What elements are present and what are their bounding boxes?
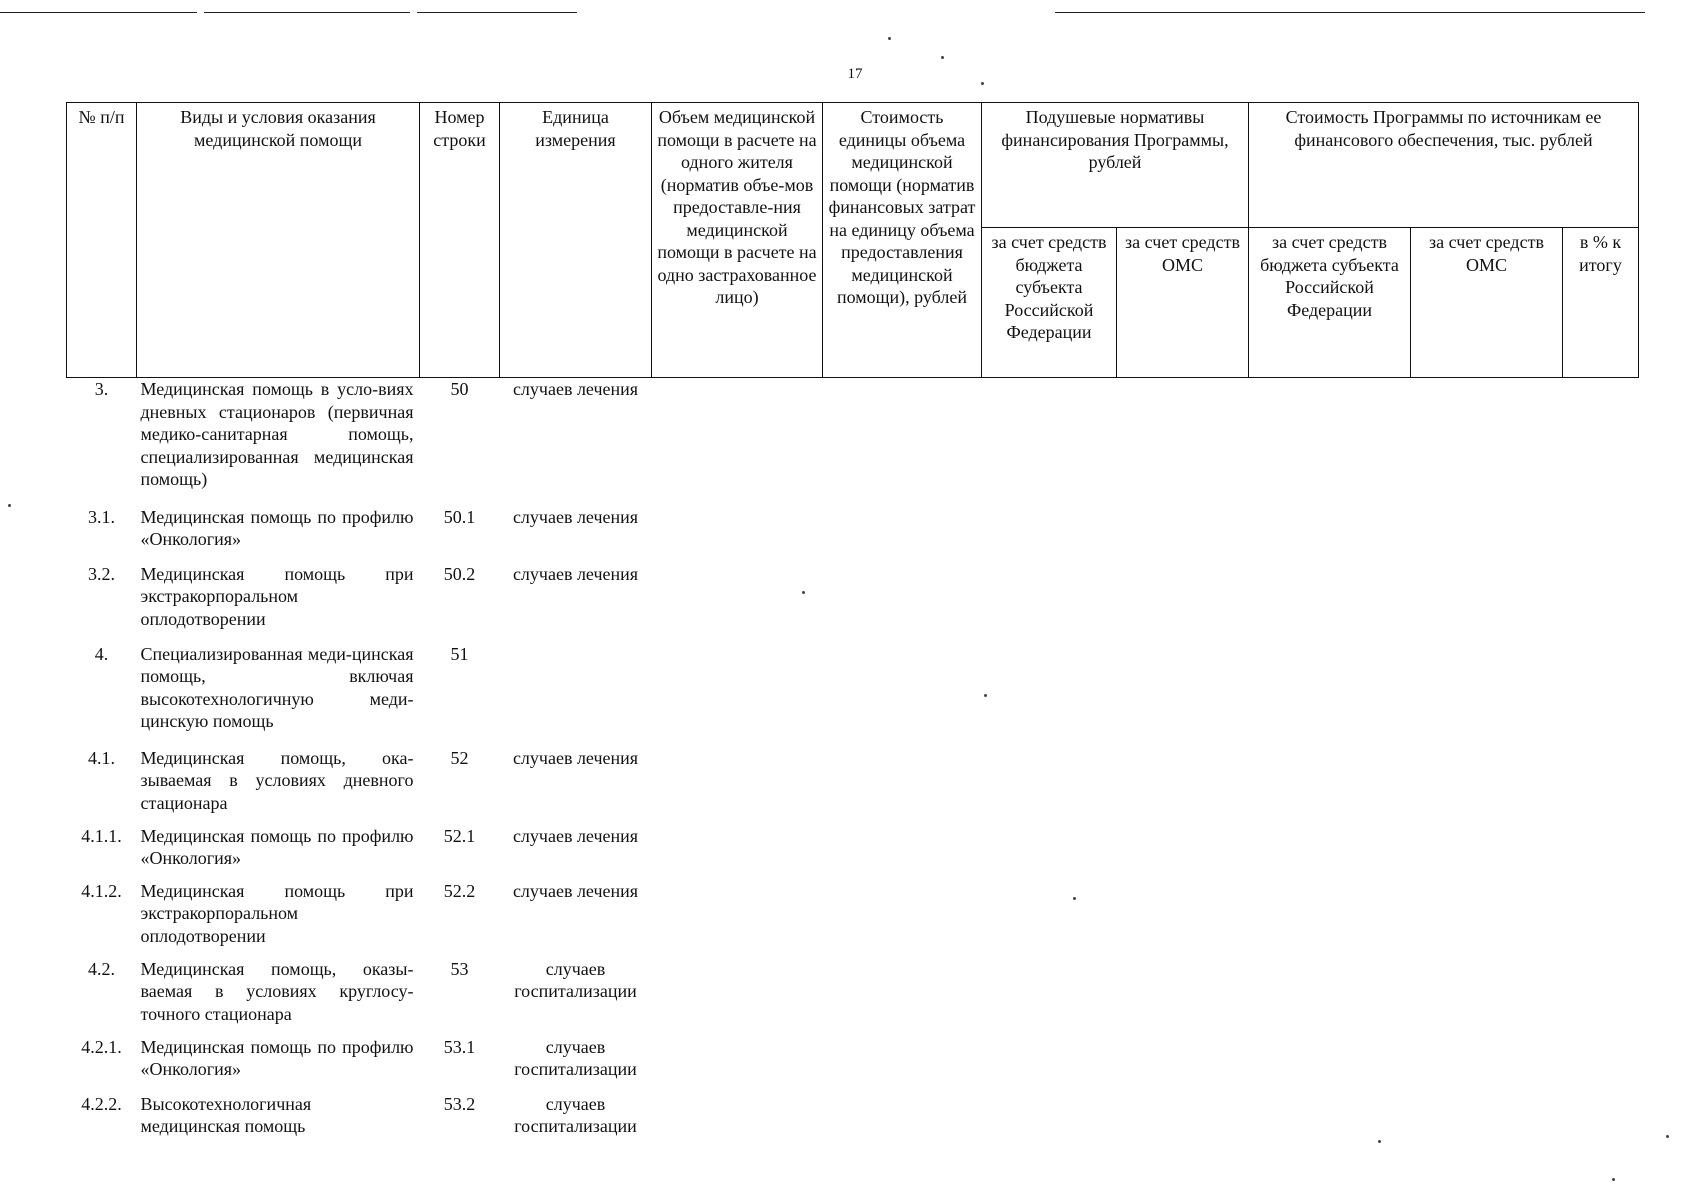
row-number: 4.2.2. [81,1093,122,1114]
scan-speck [1612,1178,1615,1181]
row-unit: случаев лечения [512,563,639,584]
row-number: 4.2.1. [81,1036,122,1057]
scan-rule-left-2 [204,12,410,13]
table-row [67,643,1639,747]
row-number: 3.2. [88,563,115,584]
header-program-percent: в % к итогу [1563,228,1639,378]
table-row [67,563,1639,643]
header-num: № п/п [67,103,137,378]
scan-speck [981,82,984,85]
row-name: Медицинская помощь при экстракорпоральном оплодотворении [140,563,414,629]
row-number: 4. [94,643,109,664]
table-row [67,1093,1639,1143]
row-name: Медицинская помощь при экстракорпоральном оплодотворении [140,880,414,946]
row-line-number: 50.2 [443,563,476,584]
table-row [67,378,1639,506]
row-unit: случаев лечения [512,379,639,399]
table-row [67,506,1639,563]
header-per-capita: Подушевые нормативы финансирования Программы, рублей [982,103,1249,228]
row-number: 4.1.2. [81,880,122,901]
scan-speck [941,56,944,59]
row-number: 3.1. [88,506,115,527]
scan-rule-right [1055,12,1645,13]
scan-speck [888,37,891,40]
header-cost: Стоимость единицы объема медицинской помощи (норматив финансовых затрат на единицу объема предоставления медицинской помощи), рублей [823,103,982,378]
table-header [67,103,1639,378]
scan-speck [8,504,11,507]
scan-rule-left-3 [417,12,577,13]
row-line-number: 53.2 [443,1093,476,1114]
row-unit: случаев лечения [512,825,639,846]
row-name: Медицинская помощь по профилю «Онкология» [140,1036,414,1079]
row-name: Медицинская помощь, ока-зываемая в условиях дневного стационара [140,747,414,813]
row-number: 3. [94,379,109,399]
header-program-budget: за счет средств бюджета субъекта Российской Федерации [1249,228,1411,378]
table-row [67,958,1639,1036]
header-program-oms: за счет средств ОМС [1411,228,1563,378]
row-line-number: 52.2 [443,880,476,901]
table-row [67,1036,1639,1093]
row-unit: случаев лечения [512,747,639,768]
row-unit [500,643,652,747]
scan-speck [1073,897,1076,900]
scan-speck [1666,1135,1669,1138]
row-unit: случаев госпитализации [514,958,637,1001]
row-name: Высокотехнологичная медицинская помощь [140,1093,312,1136]
row-unit: случаев госпитализации [514,1036,637,1079]
header-line: Номер строки [420,103,500,378]
row-line-number: 52.1 [443,825,476,846]
table-row [67,880,1639,958]
header-program-cost: Стоимость Программы по источникам ее финансового обеспечения, тыс. рублей [1249,103,1639,228]
scan-rule-left [0,12,197,13]
header-volume: Объем медицинской помощи в расчете на одного жителя (норматив объе-мов предоставле-ния медицинской помощи в расчете на одно застрахованное лицо) [652,103,823,378]
row-unit: случаев лечения [512,880,639,901]
header-unit: Единица измерения [500,103,652,378]
table-row [67,747,1639,825]
row-unit: случаев лечения [512,506,639,527]
scan-speck [802,591,805,594]
row-unit: случаев госпитализации [514,1093,637,1136]
row-name: Специализированная меди-цинская помощь, включая высокотехнологичную меди-цинскую помощь [140,643,414,731]
program-cost-table [66,102,1639,1143]
scan-speck [1378,1140,1381,1143]
row-number: 4.1. [88,747,115,768]
row-number: 4.1.1. [81,825,122,846]
header-type: Виды и условия оказания медицинской помощи [137,103,420,378]
page-number: 17 [847,66,863,82]
row-line-number: 51 [450,643,469,664]
row-name: Медицинская помощь по профилю «Онкология» [140,506,414,549]
row-number: 4.2. [88,958,115,979]
row-line-number: 50.1 [443,506,476,527]
row-name: Медицинская помощь по профилю «Онкология» [140,825,414,868]
row-line-number: 53.1 [443,1036,476,1057]
header-per-capita-oms: за счет средств ОМС [1117,228,1249,378]
row-name: Медицинская помощь в усло-виях дневных стационаров (первичная медико-санитарная помощь, специализированная медицинская помощь) [140,379,414,489]
table-body [67,378,1639,1143]
header-per-capita-budget: за счет средств бюджета субъекта Российской Федерации [982,228,1117,378]
row-line-number: 50 [450,379,469,399]
row-line-number: 52 [450,747,469,768]
row-name: Медицинская помощь, оказы-ваемая в условиях круглосу-точного стационара [140,958,414,1024]
table-row [67,825,1639,880]
scan-speck [984,694,987,697]
row-line-number: 53 [450,958,469,979]
